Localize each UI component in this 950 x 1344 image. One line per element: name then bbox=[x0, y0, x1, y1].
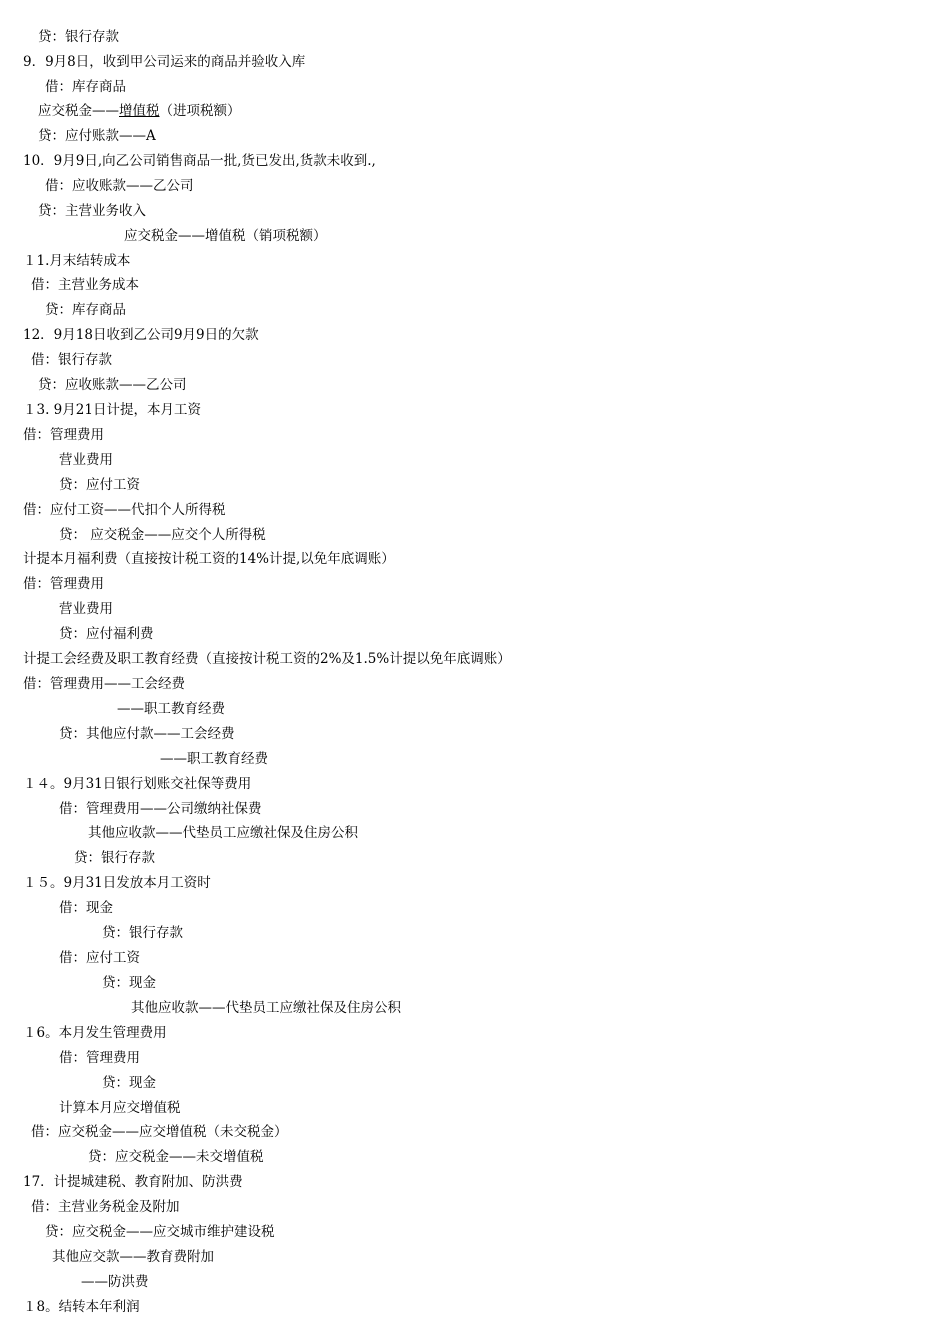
text-line: 其他应收款——代垫员工应缴社保及住房公积 bbox=[88, 825, 358, 841]
text-line: 借：库存商品 bbox=[45, 79, 126, 95]
text-line: １４。9月31日银行划账交社保等费用 bbox=[23, 776, 252, 792]
text-line: ——职工教育经费 bbox=[160, 751, 268, 767]
text-line: １1.月末结转成本 bbox=[23, 253, 131, 269]
text-span: （进项税额） bbox=[159, 103, 241, 119]
text-line: １５。9月31日发放本月工资时 bbox=[23, 875, 211, 891]
text-line: 应交税金——增值税（销项税额） bbox=[124, 228, 327, 244]
text-line: １6。本月发生管理费用 bbox=[23, 1025, 167, 1041]
text-line: 借：银行存款 bbox=[31, 352, 112, 368]
text-line: 营业费用 bbox=[59, 452, 113, 468]
text-line: 贷：现金 bbox=[102, 1075, 156, 1091]
text-line: 其他应交款——教育费附加 bbox=[52, 1249, 214, 1265]
underlined-term: 增值税 bbox=[119, 103, 160, 119]
text-line: 10．9月9日,向乙公司销售商品一批,货已发出,货款未收到., bbox=[23, 153, 376, 169]
text-line: 贷：应交税金——未交增值税 bbox=[88, 1149, 264, 1165]
text-line: 计算本月应交增值税 bbox=[59, 1100, 181, 1116]
text-span: 应交税金—— bbox=[38, 103, 119, 119]
text-line: １8。结转本年利润 bbox=[23, 1299, 140, 1315]
text-line: 借：应收账款——乙公司 bbox=[45, 178, 194, 194]
text-line: 贷：应付福利费 bbox=[59, 626, 154, 642]
text-line: 贷：银行存款 bbox=[74, 850, 155, 866]
text-line: 借：管理费用 bbox=[23, 427, 104, 443]
text-line: 贷： 应交税金——应交个人所得税 bbox=[59, 527, 266, 543]
text-line: 计提本月福利费（直接按计税工资的14%计提,以免年底调账） bbox=[23, 551, 395, 567]
text-line: 贷：主营业务收入 bbox=[38, 203, 146, 219]
text-line: 12．9月18日收到乙公司9月9日的欠款 bbox=[23, 327, 259, 343]
text-line: 借：应交税金——应交增值税（未交税金） bbox=[31, 1124, 288, 1140]
text-line: １3. 9月21日计提，本月工资 bbox=[23, 402, 201, 418]
text-line: 贷：应付账款——A bbox=[38, 128, 156, 144]
text-line: 借：应付工资 bbox=[59, 950, 140, 966]
text-line: 借：管理费用——工会经费 bbox=[23, 676, 185, 692]
text-line: 借：现金 bbox=[59, 900, 113, 916]
text-line: 借：管理费用 bbox=[59, 1050, 140, 1066]
text-line: ——防洪费 bbox=[81, 1274, 149, 1290]
text-line: 贷：应交税金——应交城市维护建设税 bbox=[45, 1224, 275, 1240]
text-line: ——职工教育经费 bbox=[117, 701, 225, 717]
text-line: 9．9月8日，收到甲公司运来的商品并验收入库 bbox=[23, 54, 306, 70]
text-line: 借：主营业务税金及附加 bbox=[31, 1199, 180, 1215]
text-line: 贷：应收账款——乙公司 bbox=[38, 377, 187, 393]
text-line bbox=[38, 100, 241, 122]
text-line: 其他应收款——代垫员工应缴社保及住房公积 bbox=[131, 1000, 401, 1016]
text-line: 借：应付工资——代扣个人所得税 bbox=[23, 502, 226, 518]
text-line: 贷：其他应付款——工会经费 bbox=[59, 726, 235, 742]
text-line: 贷：应付工资 bbox=[59, 477, 140, 493]
text-line: 借：主营业务成本 bbox=[31, 277, 139, 293]
text-line: 贷：银行存款 bbox=[102, 925, 183, 941]
text-line: 贷：库存商品 bbox=[45, 302, 126, 318]
text-line: 贷：现金 bbox=[102, 975, 156, 991]
text-line: 17．计提城建税、教育附加、防洪费 bbox=[23, 1174, 243, 1190]
text-line: 贷：银行存款 bbox=[38, 29, 119, 45]
text-line: 营业费用 bbox=[59, 601, 113, 617]
text-line: 借：管理费用 bbox=[23, 576, 104, 592]
text-line: 计提工会经费及职工教育经费（直接按计税工资的2%及1.5%计提以免年底调账） bbox=[23, 651, 511, 667]
text-line: 借：管理费用——公司缴纳社保费 bbox=[59, 801, 262, 817]
